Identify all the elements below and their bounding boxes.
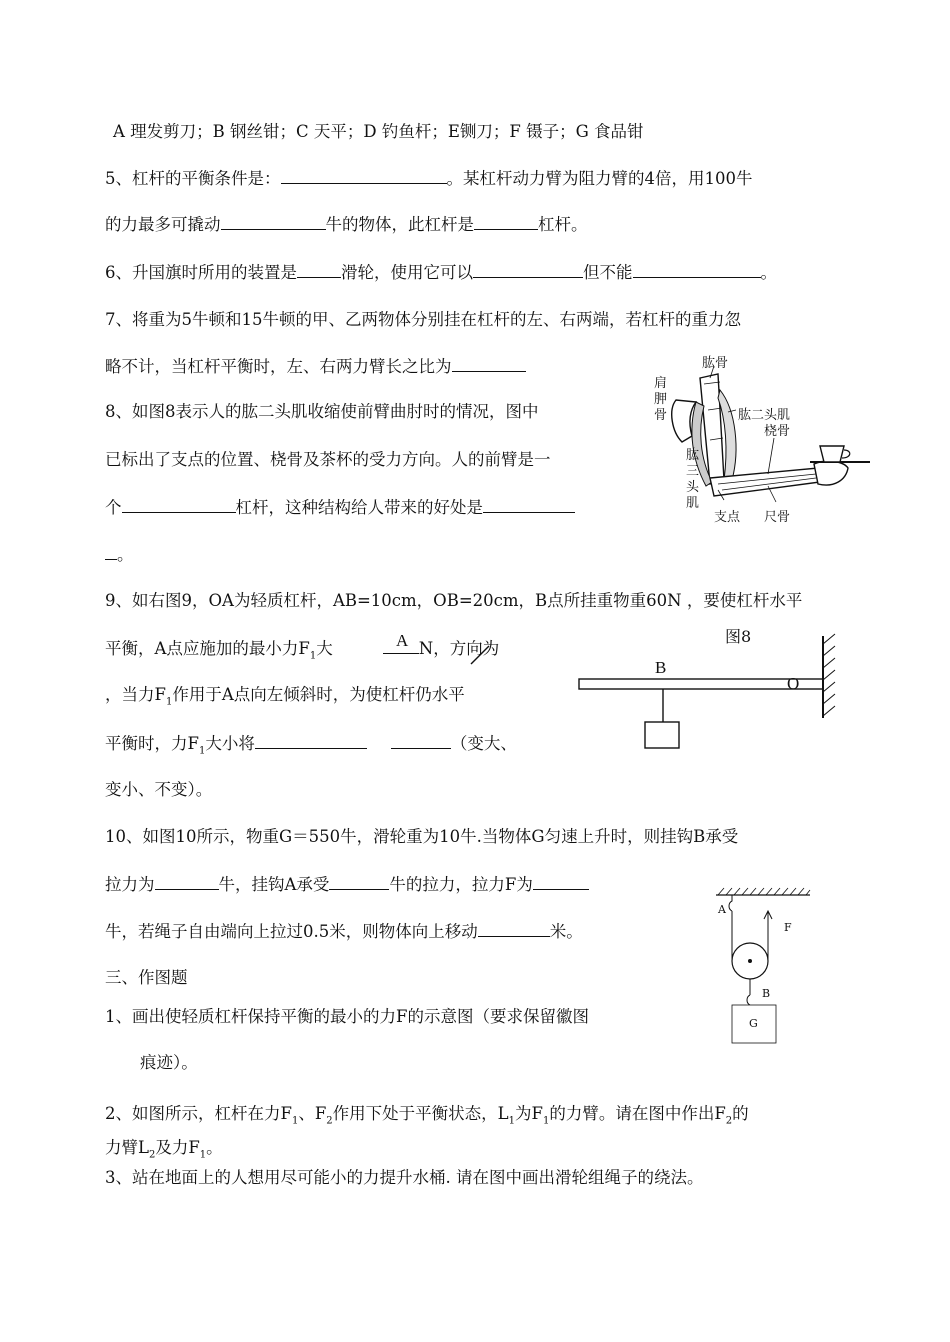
- d2-text-a5: 的力臂。请在图中作出F: [549, 1104, 726, 1123]
- question-7-line2: [105, 355, 526, 378]
- q9-text-d2: 大小将: [205, 734, 255, 753]
- q9-text-b1: 平衡，A点应施加的最小力F: [105, 639, 310, 658]
- d2-text-a1: 2、如图所示，杠杆在力F: [105, 1104, 292, 1123]
- blank-force-change-2[interactable]: [391, 732, 451, 749]
- question-10-line1: 10、如图10所示，物重G＝550牛，滑轮重为10牛.当物体G匀速上升时，则挂钩B承受: [105, 827, 739, 846]
- question-9-line3: [105, 684, 465, 713]
- question-9-line1: 9、如右图9，OA为轻质杠杆，AB=10cm，OB=20cm，B点所挂重物重60N ，要使杠杆水平: [105, 591, 803, 610]
- arm-drawing: [648, 350, 872, 530]
- figure-10-pulley: [710, 885, 820, 1050]
- question-8-line4: [105, 543, 134, 566]
- q5-text-b: 。某杠杆动力臂为阻力臂的4倍，用100牛: [446, 169, 753, 188]
- label-triceps-1: 肱: [686, 448, 700, 463]
- option-list: A 理发剪刀；B 钢丝钳；C 天平；D 钓鱼杆；E铡刀；F 镊子；G 食品钳: [113, 122, 644, 141]
- blank-benefit[interactable]: [483, 496, 575, 513]
- label-scapula-1: 肩: [654, 376, 668, 391]
- figure-8-caption: 图8: [725, 627, 752, 646]
- label-radius: 桡骨: [764, 424, 791, 439]
- d2-text-a3: 作用下处于平衡状态，L: [332, 1104, 509, 1123]
- q5-text-e: 杠杆。: [538, 215, 588, 234]
- question-5-line2: [105, 213, 588, 236]
- label-fulcrum: 支点: [714, 510, 741, 525]
- drawing-q3: 3、站在地面上的人想用尽可能小的力提升水桶. 请在图中画出滑轮组绳子的绕法。: [105, 1168, 704, 1187]
- q9-text-c2: 作用于A点向左倾斜时，为使杠杆仍水平: [172, 685, 465, 704]
- q9-text-c1: ，当力F: [105, 685, 166, 704]
- question-8-line3: [105, 496, 575, 519]
- q9-sub-1c: 1: [198, 745, 206, 757]
- blank-cannot-do[interactable]: [633, 261, 761, 278]
- d2-sub-2c: 2: [148, 1149, 156, 1161]
- label-ulna: 尺骨: [764, 510, 791, 525]
- fig10-label-g: G: [749, 1017, 758, 1030]
- drawing-q1-line1: 1、画出使轻质杠杆保持平衡的最小的力F的示意图（要求保留徽图: [105, 1007, 589, 1026]
- q9-text-b3: N，方向为: [418, 639, 500, 658]
- drawing-q2-line1: [105, 1103, 749, 1132]
- fig9-label-o: O: [787, 674, 800, 693]
- blank-balance-condition[interactable]: [281, 167, 447, 184]
- drawing-q2-line2: [105, 1137, 223, 1166]
- blank-pulley-type[interactable]: [297, 261, 341, 278]
- question-10-line3: [105, 920, 583, 943]
- label-triceps-2: 三: [686, 464, 700, 479]
- label-scapula-2: 胛: [654, 392, 668, 407]
- label-humerus: 肱骨: [702, 356, 729, 371]
- q7-text-b: 略不计，当杠杆平衡时，左、右两力臂长之比为: [105, 357, 452, 376]
- question-5-line1: [105, 167, 753, 190]
- question-9-line5: 变小、不变）。: [105, 780, 213, 799]
- q8-text-d: 。: [117, 545, 134, 564]
- label-biceps: 肱二头肌: [738, 408, 791, 423]
- blank-force-change[interactable]: [255, 732, 367, 749]
- fig9-label-b: B: [655, 658, 667, 677]
- d2-text-a6: 的: [732, 1104, 749, 1123]
- blank-arm-ratio[interactable]: [452, 355, 526, 372]
- d2-sub-1c: 1: [542, 1115, 550, 1127]
- figure-8-arm: [648, 350, 872, 530]
- d2-sub-1a: 1: [291, 1115, 299, 1127]
- q9-sub-1a: 1: [309, 650, 317, 662]
- question-6: [105, 261, 777, 284]
- fig10-label-f: F: [784, 921, 792, 934]
- fig10-label-a: A: [718, 903, 726, 916]
- d2-sub-1d: 1: [199, 1149, 207, 1161]
- d2-text-b2: 及力F: [155, 1138, 200, 1157]
- q10-text-c1: 牛，若绳子自由端向上拉过0.5米，则物体向上移动: [105, 922, 478, 941]
- lever-drawing: [575, 630, 845, 760]
- q8-text-c2: 杠杆，这种结构给人带来的好处是: [235, 498, 483, 517]
- pulley-drawing: [710, 885, 820, 1050]
- q5-text-d: 牛的物体，此杠杆是: [325, 215, 474, 234]
- q6-text-a: 6、升国旗时所用的装置是: [105, 263, 297, 282]
- figure-9-lever: [575, 630, 845, 760]
- blank-can-do[interactable]: [473, 261, 583, 278]
- question-8-line1: 8、如图8表示人的肱二头肌收缩使前臂曲肘时的情况，图中: [105, 402, 539, 421]
- q6-text-b: 滑轮，使用它可以: [341, 263, 473, 282]
- q8-text-c1: 个: [105, 498, 122, 517]
- d2-sub-2b: 2: [725, 1115, 733, 1127]
- d2-text-b1: 力臂L: [105, 1138, 149, 1157]
- blank-hook-b[interactable]: [155, 873, 219, 890]
- q5-text-c: 的力最多可撬动: [105, 215, 221, 234]
- blank-benefit-cont[interactable]: [105, 543, 117, 560]
- q9-text-d3: （变大、: [450, 734, 517, 753]
- question-7-line1: 7、将重为5牛顿和15牛顿的甲、乙两物体分别挂在杠杆的左、右两端，若杠杆的重力忽: [105, 310, 741, 329]
- q10-text-b2: 牛，挂钩A承受: [218, 875, 330, 894]
- d2-sub-1b: 1: [508, 1115, 515, 1127]
- fig10-label-b: B: [762, 987, 771, 1000]
- d2-sub-2a: 2: [326, 1115, 333, 1127]
- section-3-heading: 三、作图题: [105, 968, 188, 987]
- blank-max-weight[interactable]: [221, 213, 326, 230]
- blank-pull-f[interactable]: [533, 873, 589, 890]
- question-9-line4: [105, 732, 517, 762]
- question-10-line2: [105, 873, 589, 896]
- question-8-line2: 已标出了支点的位置、桡骨及茶杯的受力方向。人的前臂是一: [105, 450, 551, 469]
- blank-forearm-lever[interactable]: [122, 496, 236, 513]
- q6-text-d: 。: [760, 263, 777, 282]
- fig9-tick-mark: [455, 640, 495, 668]
- blank-hook-a[interactable]: [329, 873, 389, 890]
- q10-text-b1: 拉力为: [105, 875, 155, 894]
- q6-text-c: 但不能: [583, 263, 633, 282]
- d2-text-a4: 为F: [515, 1104, 543, 1123]
- question-9-line2: [105, 637, 499, 667]
- q9-text-d1: 平衡时，力F: [105, 734, 199, 753]
- fig9-label-a: A: [396, 631, 409, 650]
- blank-distance[interactable]: [478, 920, 550, 937]
- q9-sub-1b: 1: [165, 696, 173, 708]
- label-scapula-3: 骨: [654, 408, 668, 423]
- label-triceps-4: 肌: [686, 496, 700, 511]
- d2-text-b3: 。: [206, 1138, 223, 1157]
- q10-text-b3: 牛的拉力，拉力F为: [389, 875, 533, 894]
- q10-text-c2: 米。: [549, 922, 583, 941]
- q5-text-a: 5、杠杆的平衡条件是：: [105, 169, 281, 188]
- d2-text-a2: 、F: [298, 1104, 327, 1123]
- q9-text-b2: 大: [316, 639, 333, 658]
- label-triceps-3: 头: [686, 480, 700, 495]
- drawing-q1-line2: 痕迹）。: [140, 1053, 198, 1072]
- blank-lever-type[interactable]: [474, 213, 538, 230]
